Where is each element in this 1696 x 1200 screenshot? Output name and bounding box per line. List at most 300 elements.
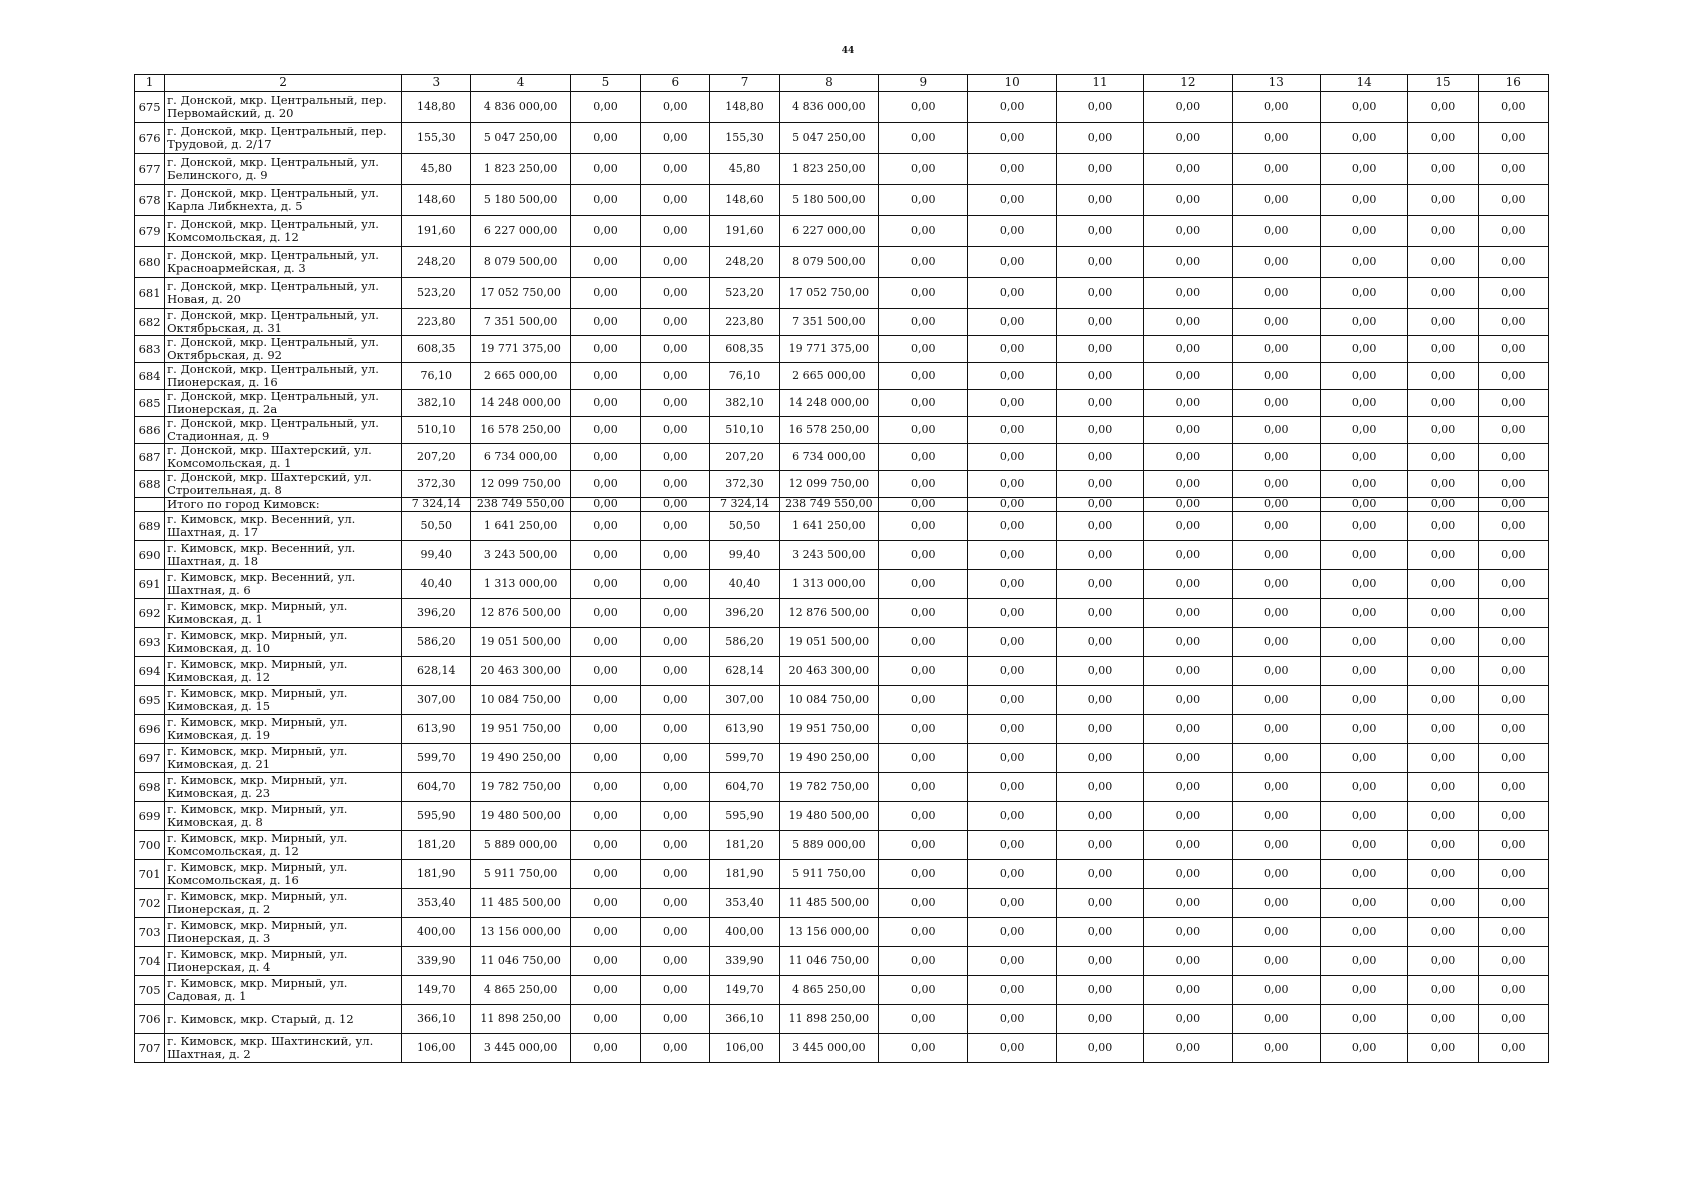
value-cell-col-14: 0,00 — [1320, 444, 1407, 471]
value-cell-col-14: 0,00 — [1320, 599, 1407, 628]
value-cell-col-14: 0,00 — [1320, 336, 1407, 363]
value-cell-col-7: 628,14 — [710, 657, 779, 686]
address-cell: г. Кимовск, мкр. Мирный, ул. Кимовская, д. 12 — [165, 657, 402, 686]
address-cell: г. Кимовск, мкр. Весенний, ул. Шахтная, д. 18 — [165, 541, 402, 570]
address-cell: г. Донской, мкр. Центральный, ул. Комсомольская, д. 12 — [165, 216, 402, 247]
value-cell-col-9: 0,00 — [879, 216, 968, 247]
value-cell-col-14: 0,00 — [1320, 498, 1407, 512]
total-row — [135, 498, 1549, 512]
value-cell-col-6: 0,00 — [641, 123, 710, 154]
value-cell-col-10: 0,00 — [968, 744, 1056, 773]
row-number: 685 — [135, 390, 165, 417]
value-cell-col-9: 0,00 — [879, 860, 968, 889]
value-cell-col-10: 0,00 — [968, 860, 1056, 889]
column-header-16: 16 — [1478, 75, 1548, 92]
value-cell-col-15: 0,00 — [1408, 185, 1478, 216]
value-cell-col-5: 0,00 — [570, 686, 640, 715]
value-cell-col-12: 0,00 — [1144, 309, 1232, 336]
value-cell-col-5: 0,00 — [570, 498, 640, 512]
value-cell-col-8: 1 641 250,00 — [779, 512, 878, 541]
value-cell-col-11: 0,00 — [1056, 744, 1143, 773]
value-cell-col-14: 0,00 — [1320, 512, 1407, 541]
value-cell-col-11: 0,00 — [1056, 363, 1143, 390]
value-cell-col-14: 0,00 — [1320, 154, 1407, 185]
value-cell-col-4: 20 463 300,00 — [471, 657, 570, 686]
table-row — [135, 390, 1549, 417]
column-header-12: 12 — [1144, 75, 1232, 92]
value-cell-col-9: 0,00 — [879, 247, 968, 278]
value-cell-col-13: 0,00 — [1232, 390, 1320, 417]
value-cell-col-12: 0,00 — [1144, 889, 1232, 918]
value-cell-col-11: 0,00 — [1056, 247, 1143, 278]
value-cell-col-12: 0,00 — [1144, 773, 1232, 802]
value-cell-col-4: 12 099 750,00 — [471, 471, 570, 498]
value-cell-col-12: 0,00 — [1144, 570, 1232, 599]
value-cell-col-5: 0,00 — [570, 947, 640, 976]
address-cell: г. Кимовск, мкр. Мирный, ул. Кимовская, д. 1 — [165, 599, 402, 628]
table-row — [135, 889, 1549, 918]
value-cell-col-4: 3 243 500,00 — [471, 541, 570, 570]
value-cell-col-13: 0,00 — [1232, 471, 1320, 498]
value-cell-col-5: 0,00 — [570, 831, 640, 860]
table-row — [135, 628, 1549, 657]
address-cell: г. Донской, мкр. Центральный, ул. Стадионная, д. 9 — [165, 417, 402, 444]
value-cell-col-4: 4 836 000,00 — [471, 92, 570, 123]
value-cell-col-14: 0,00 — [1320, 216, 1407, 247]
value-cell-col-12: 0,00 — [1144, 628, 1232, 657]
value-cell-col-11: 0,00 — [1056, 498, 1143, 512]
value-cell-col-16: 0,00 — [1478, 802, 1548, 831]
value-cell-col-6: 0,00 — [641, 498, 710, 512]
value-cell-col-14: 0,00 — [1320, 947, 1407, 976]
value-cell-col-6: 0,00 — [641, 1034, 710, 1063]
address-cell: г. Донской, мкр. Шахтерский, ул. Комсомольская, д. 1 — [165, 444, 402, 471]
value-cell-col-8: 19 480 500,00 — [779, 802, 878, 831]
value-cell-col-8: 10 084 750,00 — [779, 686, 878, 715]
value-cell-col-13: 0,00 — [1232, 1034, 1320, 1063]
value-cell-col-13: 0,00 — [1232, 715, 1320, 744]
value-cell-col-8: 1 313 000,00 — [779, 570, 878, 599]
value-cell-col-12: 0,00 — [1144, 154, 1232, 185]
value-cell-col-15: 0,00 — [1408, 92, 1478, 123]
value-cell-col-13: 0,00 — [1232, 628, 1320, 657]
address-cell: г. Кимовск, мкр. Весенний, ул. Шахтная, д. 6 — [165, 570, 402, 599]
table-row — [135, 570, 1549, 599]
value-cell-col-10: 0,00 — [968, 570, 1056, 599]
value-cell-col-4: 19 771 375,00 — [471, 336, 570, 363]
value-cell-col-10: 0,00 — [968, 216, 1056, 247]
column-header-8: 8 — [779, 75, 878, 92]
value-cell-col-13: 0,00 — [1232, 363, 1320, 390]
value-cell-col-11: 0,00 — [1056, 947, 1143, 976]
value-cell-col-9: 0,00 — [879, 715, 968, 744]
value-cell-col-5: 0,00 — [570, 363, 640, 390]
address-cell: г. Кимовск, мкр. Мирный, ул. Пионерская, д. 2 — [165, 889, 402, 918]
value-cell-col-8: 5 180 500,00 — [779, 185, 878, 216]
value-cell-col-12: 0,00 — [1144, 715, 1232, 744]
value-cell-col-8: 8 079 500,00 — [779, 247, 878, 278]
value-cell-col-7: 181,20 — [710, 831, 779, 860]
value-cell-col-14: 0,00 — [1320, 417, 1407, 444]
value-cell-col-6: 0,00 — [641, 889, 710, 918]
value-cell-col-13: 0,00 — [1232, 860, 1320, 889]
value-cell-col-12: 0,00 — [1144, 947, 1232, 976]
value-cell-col-9: 0,00 — [879, 744, 968, 773]
row-number — [135, 498, 165, 512]
row-number: 680 — [135, 247, 165, 278]
row-number: 679 — [135, 216, 165, 247]
value-cell-col-10: 0,00 — [968, 1034, 1056, 1063]
value-cell-col-14: 0,00 — [1320, 541, 1407, 570]
value-cell-col-5: 0,00 — [570, 744, 640, 773]
value-cell-col-3: 595,90 — [402, 802, 471, 831]
value-cell-col-13: 0,00 — [1232, 889, 1320, 918]
value-cell-col-6: 0,00 — [641, 1005, 710, 1034]
value-cell-col-11: 0,00 — [1056, 471, 1143, 498]
value-cell-col-9: 0,00 — [879, 185, 968, 216]
value-cell-col-3: 608,35 — [402, 336, 471, 363]
value-cell-col-8: 17 052 750,00 — [779, 278, 878, 309]
value-cell-col-7: 523,20 — [710, 278, 779, 309]
value-cell-col-10: 0,00 — [968, 947, 1056, 976]
address-cell: г. Кимовск, мкр. Мирный, ул. Пионерская, д. 3 — [165, 918, 402, 947]
value-cell-col-9: 0,00 — [879, 541, 968, 570]
value-cell-col-10: 0,00 — [968, 154, 1056, 185]
value-cell-col-16: 0,00 — [1478, 336, 1548, 363]
value-cell-col-15: 0,00 — [1408, 278, 1478, 309]
value-cell-col-11: 0,00 — [1056, 541, 1143, 570]
value-cell-col-12: 0,00 — [1144, 444, 1232, 471]
value-cell-col-11: 0,00 — [1056, 512, 1143, 541]
value-cell-col-3: 40,40 — [402, 570, 471, 599]
value-cell-col-6: 0,00 — [641, 918, 710, 947]
value-cell-col-5: 0,00 — [570, 185, 640, 216]
value-cell-col-11: 0,00 — [1056, 889, 1143, 918]
row-number: 701 — [135, 860, 165, 889]
row-number: 703 — [135, 918, 165, 947]
value-cell-col-4: 1 823 250,00 — [471, 154, 570, 185]
value-cell-col-6: 0,00 — [641, 278, 710, 309]
value-cell-col-3: 248,20 — [402, 247, 471, 278]
value-cell-col-7: 50,50 — [710, 512, 779, 541]
value-cell-col-14: 0,00 — [1320, 1034, 1407, 1063]
value-cell-col-15: 0,00 — [1408, 860, 1478, 889]
value-cell-col-13: 0,00 — [1232, 1005, 1320, 1034]
value-cell-col-4: 5 180 500,00 — [471, 185, 570, 216]
value-cell-col-4: 19 782 750,00 — [471, 773, 570, 802]
value-cell-col-10: 0,00 — [968, 92, 1056, 123]
value-cell-col-6: 0,00 — [641, 802, 710, 831]
value-cell-col-9: 0,00 — [879, 363, 968, 390]
value-cell-col-5: 0,00 — [570, 309, 640, 336]
table-row — [135, 278, 1549, 309]
value-cell-col-12: 0,00 — [1144, 744, 1232, 773]
value-cell-col-16: 0,00 — [1478, 570, 1548, 599]
value-cell-col-3: 155,30 — [402, 123, 471, 154]
address-cell: г. Донской, мкр. Центральный, ул. Красноармейская, д. 3 — [165, 247, 402, 278]
value-cell-col-10: 0,00 — [968, 363, 1056, 390]
value-cell-col-15: 0,00 — [1408, 657, 1478, 686]
value-cell-col-5: 0,00 — [570, 1034, 640, 1063]
column-header-6: 6 — [641, 75, 710, 92]
value-cell-col-13: 0,00 — [1232, 123, 1320, 154]
value-cell-col-16: 0,00 — [1478, 309, 1548, 336]
table-row — [135, 541, 1549, 570]
value-cell-col-4: 19 490 250,00 — [471, 744, 570, 773]
value-cell-col-16: 0,00 — [1478, 417, 1548, 444]
value-cell-col-15: 0,00 — [1408, 831, 1478, 860]
value-cell-col-14: 0,00 — [1320, 278, 1407, 309]
value-cell-col-11: 0,00 — [1056, 657, 1143, 686]
column-header-9: 9 — [879, 75, 968, 92]
value-cell-col-9: 0,00 — [879, 336, 968, 363]
value-cell-col-4: 7 351 500,00 — [471, 309, 570, 336]
value-cell-col-9: 0,00 — [879, 889, 968, 918]
value-cell-col-4: 10 084 750,00 — [471, 686, 570, 715]
value-cell-col-11: 0,00 — [1056, 336, 1143, 363]
address-cell: г. Донской, мкр. Центральный, ул. Пионерская, д. 2а — [165, 390, 402, 417]
value-cell-col-5: 0,00 — [570, 657, 640, 686]
value-cell-col-5: 0,00 — [570, 918, 640, 947]
value-cell-col-10: 0,00 — [968, 976, 1056, 1005]
value-cell-col-7: 396,20 — [710, 599, 779, 628]
value-cell-col-3: 148,60 — [402, 185, 471, 216]
column-header-4: 4 — [471, 75, 570, 92]
value-cell-col-12: 0,00 — [1144, 390, 1232, 417]
value-cell-col-5: 0,00 — [570, 715, 640, 744]
value-cell-col-6: 0,00 — [641, 216, 710, 247]
value-cell-col-13: 0,00 — [1232, 570, 1320, 599]
value-cell-col-12: 0,00 — [1144, 498, 1232, 512]
value-cell-col-10: 0,00 — [968, 309, 1056, 336]
value-cell-col-15: 0,00 — [1408, 744, 1478, 773]
value-cell-col-14: 0,00 — [1320, 570, 1407, 599]
row-number: 692 — [135, 599, 165, 628]
value-cell-col-16: 0,00 — [1478, 947, 1548, 976]
value-cell-col-13: 0,00 — [1232, 599, 1320, 628]
value-cell-col-3: 396,20 — [402, 599, 471, 628]
value-cell-col-14: 0,00 — [1320, 744, 1407, 773]
value-cell-col-4: 13 156 000,00 — [471, 918, 570, 947]
value-cell-col-7: 339,90 — [710, 947, 779, 976]
value-cell-col-11: 0,00 — [1056, 1034, 1143, 1063]
value-cell-col-3: 382,10 — [402, 390, 471, 417]
value-cell-col-12: 0,00 — [1144, 918, 1232, 947]
value-cell-col-4: 2 665 000,00 — [471, 363, 570, 390]
value-cell-col-3: 106,00 — [402, 1034, 471, 1063]
value-cell-col-15: 0,00 — [1408, 1034, 1478, 1063]
value-cell-col-14: 0,00 — [1320, 976, 1407, 1005]
value-cell-col-8: 5 911 750,00 — [779, 860, 878, 889]
value-cell-col-11: 0,00 — [1056, 570, 1143, 599]
value-cell-col-16: 0,00 — [1478, 657, 1548, 686]
value-cell-col-13: 0,00 — [1232, 918, 1320, 947]
value-cell-col-14: 0,00 — [1320, 1005, 1407, 1034]
value-cell-col-12: 0,00 — [1144, 599, 1232, 628]
table-row — [135, 860, 1549, 889]
value-cell-col-7: 148,60 — [710, 185, 779, 216]
value-cell-col-15: 0,00 — [1408, 976, 1478, 1005]
value-cell-col-13: 0,00 — [1232, 831, 1320, 860]
address-cell: г. Донской, мкр. Центральный, ул. Карла Либкнехта, д. 5 — [165, 185, 402, 216]
value-cell-col-11: 0,00 — [1056, 976, 1143, 1005]
table-row — [135, 773, 1549, 802]
table-row — [135, 363, 1549, 390]
value-cell-col-5: 0,00 — [570, 390, 640, 417]
value-cell-col-10: 0,00 — [968, 123, 1056, 154]
value-cell-col-4: 238 749 550,00 — [471, 498, 570, 512]
value-cell-col-7: 604,70 — [710, 773, 779, 802]
value-cell-col-8: 13 156 000,00 — [779, 918, 878, 947]
value-cell-col-12: 0,00 — [1144, 541, 1232, 570]
value-cell-col-7: 148,80 — [710, 92, 779, 123]
value-cell-col-15: 0,00 — [1408, 498, 1478, 512]
value-cell-col-8: 5 047 250,00 — [779, 123, 878, 154]
value-cell-col-5: 0,00 — [570, 541, 640, 570]
value-cell-col-15: 0,00 — [1408, 444, 1478, 471]
address-cell: г. Кимовск, мкр. Мирный, ул. Кимовская, д. 23 — [165, 773, 402, 802]
value-cell-col-6: 0,00 — [641, 363, 710, 390]
value-cell-col-8: 2 665 000,00 — [779, 363, 878, 390]
value-cell-col-7: 595,90 — [710, 802, 779, 831]
value-cell-col-12: 0,00 — [1144, 278, 1232, 309]
value-cell-col-13: 0,00 — [1232, 512, 1320, 541]
table-row — [135, 976, 1549, 1005]
table-row — [135, 657, 1549, 686]
value-cell-col-5: 0,00 — [570, 471, 640, 498]
value-cell-col-7: 99,40 — [710, 541, 779, 570]
value-cell-col-12: 0,00 — [1144, 1034, 1232, 1063]
value-cell-col-9: 0,00 — [879, 1034, 968, 1063]
value-cell-col-13: 0,00 — [1232, 498, 1320, 512]
table-row — [135, 918, 1549, 947]
value-cell-col-16: 0,00 — [1478, 123, 1548, 154]
value-cell-col-16: 0,00 — [1478, 831, 1548, 860]
value-cell-col-13: 0,00 — [1232, 773, 1320, 802]
value-cell-col-6: 0,00 — [641, 947, 710, 976]
value-cell-col-14: 0,00 — [1320, 657, 1407, 686]
value-cell-col-5: 0,00 — [570, 216, 640, 247]
value-cell-col-8: 7 351 500,00 — [779, 309, 878, 336]
value-cell-col-9: 0,00 — [879, 471, 968, 498]
value-cell-col-16: 0,00 — [1478, 1005, 1548, 1034]
value-cell-col-7: 248,20 — [710, 247, 779, 278]
row-number: 675 — [135, 92, 165, 123]
row-number: 687 — [135, 444, 165, 471]
value-cell-col-3: 76,10 — [402, 363, 471, 390]
value-cell-col-7: 223,80 — [710, 309, 779, 336]
row-number: 689 — [135, 512, 165, 541]
value-cell-col-16: 0,00 — [1478, 744, 1548, 773]
value-cell-col-14: 0,00 — [1320, 309, 1407, 336]
table-row — [135, 247, 1549, 278]
row-number: 681 — [135, 278, 165, 309]
total-label: Итого по город Кимовск: — [165, 498, 402, 512]
value-cell-col-9: 0,00 — [879, 444, 968, 471]
value-cell-col-11: 0,00 — [1056, 715, 1143, 744]
value-cell-col-7: 40,40 — [710, 570, 779, 599]
column-header-11: 11 — [1056, 75, 1143, 92]
value-cell-col-3: 523,20 — [402, 278, 471, 309]
value-cell-col-7: 106,00 — [710, 1034, 779, 1063]
table-row — [135, 686, 1549, 715]
value-cell-col-6: 0,00 — [641, 628, 710, 657]
value-cell-col-3: 181,20 — [402, 831, 471, 860]
value-cell-col-3: 510,10 — [402, 417, 471, 444]
value-cell-col-9: 0,00 — [879, 309, 968, 336]
value-cell-col-10: 0,00 — [968, 802, 1056, 831]
value-cell-col-9: 0,00 — [879, 123, 968, 154]
value-cell-col-4: 12 876 500,00 — [471, 599, 570, 628]
value-cell-col-13: 0,00 — [1232, 247, 1320, 278]
value-cell-col-9: 0,00 — [879, 657, 968, 686]
row-number: 686 — [135, 417, 165, 444]
value-cell-col-10: 0,00 — [968, 628, 1056, 657]
value-cell-col-8: 19 051 500,00 — [779, 628, 878, 657]
value-cell-col-6: 0,00 — [641, 570, 710, 599]
row-number: 695 — [135, 686, 165, 715]
row-number: 707 — [135, 1034, 165, 1063]
value-cell-col-16: 0,00 — [1478, 773, 1548, 802]
value-cell-col-9: 0,00 — [879, 947, 968, 976]
value-cell-col-11: 0,00 — [1056, 123, 1143, 154]
value-cell-col-13: 0,00 — [1232, 976, 1320, 1005]
value-cell-col-6: 0,00 — [641, 657, 710, 686]
value-cell-col-13: 0,00 — [1232, 444, 1320, 471]
value-cell-col-3: 586,20 — [402, 628, 471, 657]
value-cell-col-5: 0,00 — [570, 92, 640, 123]
value-cell-col-12: 0,00 — [1144, 512, 1232, 541]
address-cell: г. Кимовск, мкр. Мирный, ул. Кимовская, д. 10 — [165, 628, 402, 657]
value-cell-col-8: 1 823 250,00 — [779, 154, 878, 185]
value-cell-col-14: 0,00 — [1320, 185, 1407, 216]
value-cell-col-9: 0,00 — [879, 512, 968, 541]
value-cell-col-16: 0,00 — [1478, 390, 1548, 417]
value-cell-col-8: 238 749 550,00 — [779, 498, 878, 512]
value-cell-col-11: 0,00 — [1056, 628, 1143, 657]
value-cell-col-15: 0,00 — [1408, 471, 1478, 498]
value-cell-col-15: 0,00 — [1408, 154, 1478, 185]
table-row — [135, 1005, 1549, 1034]
value-cell-col-7: 366,10 — [710, 1005, 779, 1034]
value-cell-col-14: 0,00 — [1320, 471, 1407, 498]
address-cell: г. Кимовск, мкр. Мирный, ул. Садовая, д. 1 — [165, 976, 402, 1005]
address-cell: г. Кимовск, мкр. Мирный, ул. Кимовская, д. 15 — [165, 686, 402, 715]
value-cell-col-10: 0,00 — [968, 918, 1056, 947]
value-cell-col-10: 0,00 — [968, 657, 1056, 686]
value-cell-col-12: 0,00 — [1144, 247, 1232, 278]
value-cell-col-4: 11 485 500,00 — [471, 889, 570, 918]
value-cell-col-16: 0,00 — [1478, 185, 1548, 216]
value-cell-col-5: 0,00 — [570, 802, 640, 831]
value-cell-col-16: 0,00 — [1478, 247, 1548, 278]
address-cell: г. Кимовск, мкр. Весенний, ул. Шахтная, д. 17 — [165, 512, 402, 541]
row-number: 700 — [135, 831, 165, 860]
value-cell-col-10: 0,00 — [968, 278, 1056, 309]
value-cell-col-6: 0,00 — [641, 976, 710, 1005]
value-cell-col-5: 0,00 — [570, 599, 640, 628]
value-cell-col-14: 0,00 — [1320, 363, 1407, 390]
value-cell-col-8: 3 445 000,00 — [779, 1034, 878, 1063]
value-cell-col-6: 0,00 — [641, 309, 710, 336]
address-cell: г. Донской, мкр. Центральный, ул. Белинского, д. 9 — [165, 154, 402, 185]
value-cell-col-7: 45,80 — [710, 154, 779, 185]
value-cell-col-13: 0,00 — [1232, 278, 1320, 309]
value-cell-col-6: 0,00 — [641, 686, 710, 715]
value-cell-col-10: 0,00 — [968, 498, 1056, 512]
column-header-15: 15 — [1408, 75, 1478, 92]
value-cell-col-9: 0,00 — [879, 417, 968, 444]
